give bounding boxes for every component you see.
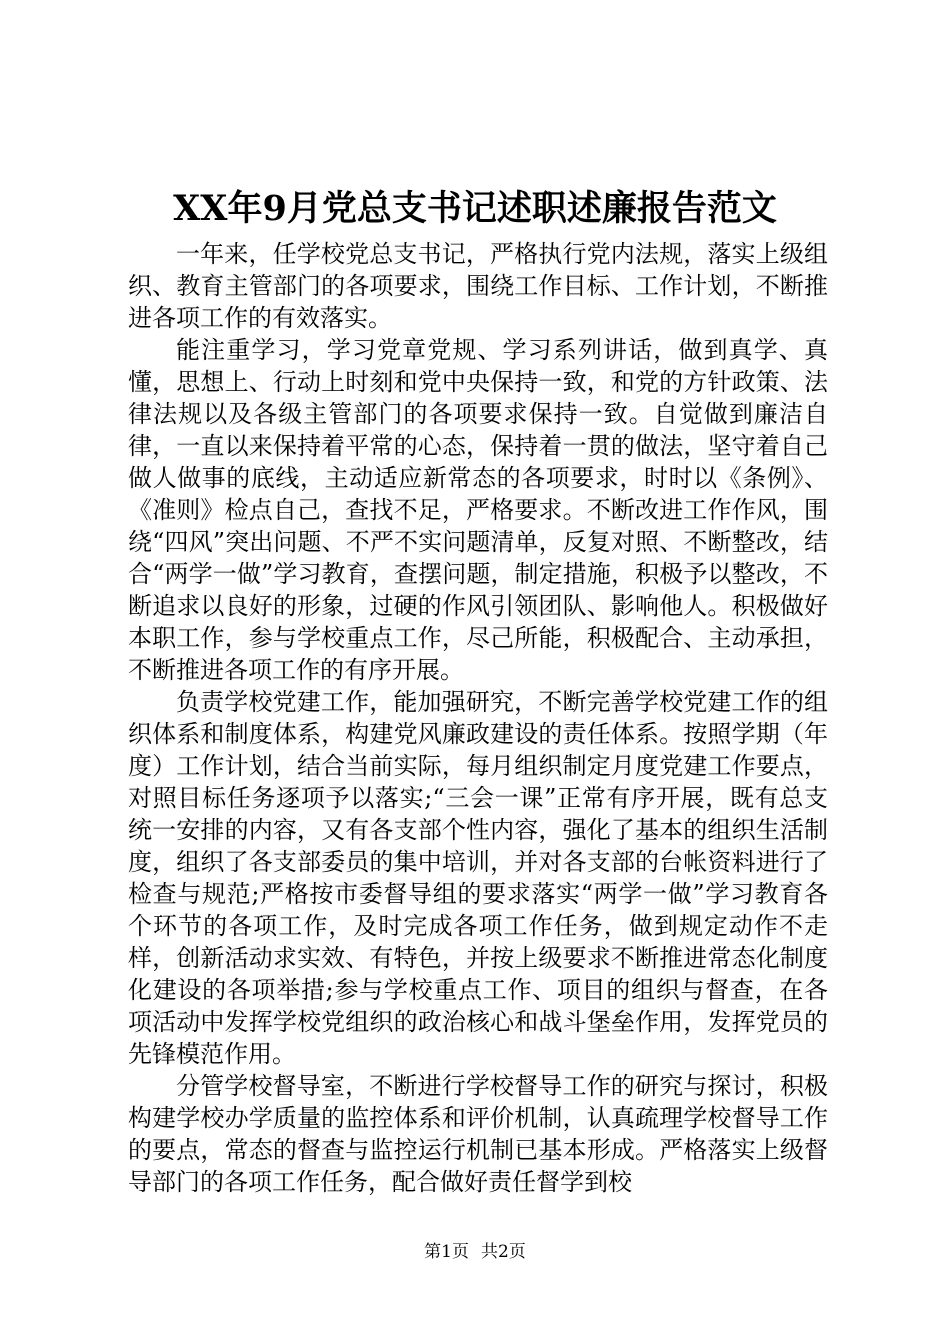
document-title: XX年9月党总支书记述职述廉报告范文 bbox=[173, 188, 777, 229]
page-footer bbox=[0, 1241, 950, 1263]
paragraph-2: 能注重学习，学习党章党规、学习系列讲话，做到真学、真懂，思想上、行动上时刻和党中央保持一致，和党的方针政策、法律法规以及各级主管部门的各项要求保持一致。自觉做到廉洁自律，一直以来保持着平常的心态，保持着一贯的做法，坚守着自己做人做事的底线，主动适应新常态的各项要求，时时以《条例》、《准则》检点自己，查找不足，严格要求。不断改进工作作风，围绕“四风”突出问题、不严不实问题清单，反复对照、不断整改，结合“两学一做”学习教育，查摆问题，制定措施，积极予以整改，不断追求以良好的形象，过硬的作风引领团队、影响他人。积极做好本职工作，参与学校重点工作，尽己所能，积极配合、主动承担，不断推进各项工作的有序开展。 bbox=[128, 336, 828, 684]
page-number-current: 第1页 bbox=[424, 1242, 469, 1262]
page-number-total: 共2页 bbox=[481, 1242, 526, 1262]
document-body bbox=[128, 238, 828, 1198]
paragraph-1: 一年来，任学校党总支书记，严格执行党内法规，落实上级组织、教育主管部门的各项要求，围绕工作目标、工作计划，不断推进各项工作的有效落实。 bbox=[128, 240, 828, 332]
paragraph-3: 负责学校党建工作，能加强研究，不断完善学校党建工作的组织体系和制度体系，构建党风廉政建设的责任体系。按照学期（年度）工作计划，结合当前实际，每月组织制定月度党建工作要点，对照目标任务逐项予以落实;“三会一课”正常有序开展，既有总支统一安排的内容，又有各支部个性内容，强化了基本的组织生活制度，组织了各支部委员的集中培训，并对各支部的台帐资料进行了检查与规范;严格按市委督导组的要求落实“两学一做”学习教育各个环节的各项工作，及时完成各项工作任务，做到规定动作不走样，创新活动求实效、有特色，并按上级要求不断推进常态化制度化建设的各项举措;参与学校重点工作、项目的组织与督查，在各项活动中发挥学校党组织的政治核心和战斗堡垒作用，发挥党员的先锋模范作用。 bbox=[128, 688, 828, 1068]
paragraph-4: 分管学校督导室，不断进行学校督导工作的研究与探讨，积极构建学校办学质量的监控体系和评价机制，认真疏理学校督导工作的要点，常态的督查与监控运行机制已基本形成。严格落实上级督导部门的各项工作任务，配合做好责任督学到校 bbox=[128, 1072, 828, 1196]
